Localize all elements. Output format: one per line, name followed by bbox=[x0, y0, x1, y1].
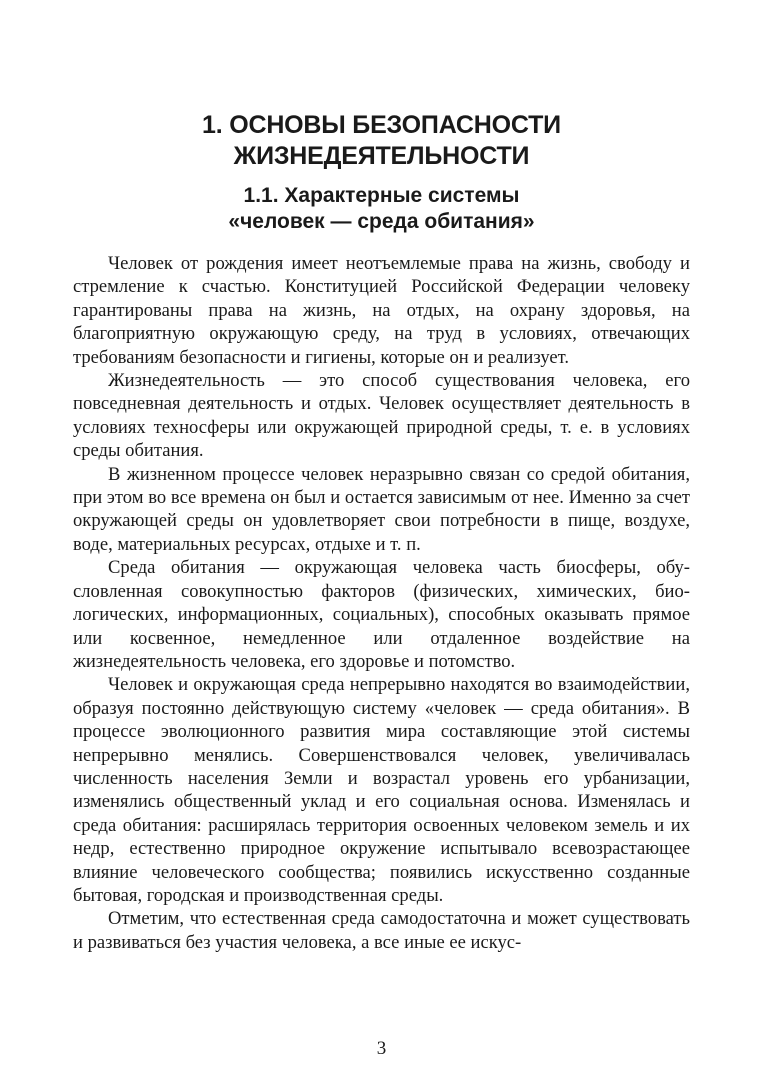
body-text bbox=[73, 252, 690, 954]
chapter-title-line-2: ЖИЗНЕДЕЯТЕЛЬНОСТИ bbox=[233, 142, 530, 170]
section-title-line-1: 1.1. Характерные системы bbox=[243, 184, 520, 207]
section-title-line-2: «человек — среда обитания» bbox=[228, 210, 535, 233]
paragraph: Человек и окружающая среда непрерывно находятся во взаимодействии, образуя постоянно действующую систему «человек — среда обитания». В процессе эволюционного развития мира составляющие этой системы непрерывно менялись. Совершенствовался человек, увеличивалась численность населения Земли и возрастал уровень его урбанизации, изменялись общественный уклад и его социальная основа. Изменялась и среда обитания: расширялась территория освоенных человеком земель и их недр, естественно природное окружение испытывало всевозрастающее влияние человеческого сообщества; появились искусственно созданные бытовая, городская и производственная среды. bbox=[73, 674, 690, 906]
chapter-title-line-1: 1. ОСНОВЫ БЕЗОПАСНОСТИ bbox=[202, 111, 561, 139]
paragraph: Человек от рождения имеет неотъемлемые права на жизнь, свободу и стремление к счастью. Конституцией Российской Федерации человеку гарантированы права на жизнь, на отдых, на охрану здоровья, на благоприятную окружающую среду, на труд в условиях, отвечающих требованиям безопасности и гигиены, которые он и реализует. bbox=[73, 253, 690, 368]
chapter-title bbox=[0, 110, 763, 172]
paragraph: Отметим, что естественная среда самодостаточна и может существовать и развиваться без участия человека, а все иные ее искус- bbox=[73, 908, 690, 953]
paragraph: Жизнедеятельность — это способ существования человека, его повседневная деятельность и отдых. Человек осуществляет деятельность в условиях техносферы или окружающей природной среды, т. е. в условиях среды обитания. bbox=[73, 370, 690, 462]
paragraph: В жизненном процессе человек неразрывно связан со средой обитания, при этом во все времена он был и остается зависимым от нее. Именно за счет окружающей среды он удовлетворяет свои потребности в пище, воздухе, воде, материальных ресурсах, отдыхе и т. п. bbox=[73, 463, 690, 555]
page-number: 3 bbox=[376, 1038, 387, 1059]
paragraph: Среда обитания — окружающая человека часть биосферы, обусловленная совокупностью факторов (физических, химических, биологических, информационных, социальных), способных оказывать прямое или косвенное, немедленное или отдаленное воздействие на жизнедеятельность человека, его здоровье и потомство. bbox=[73, 557, 690, 672]
section-title bbox=[0, 183, 763, 235]
